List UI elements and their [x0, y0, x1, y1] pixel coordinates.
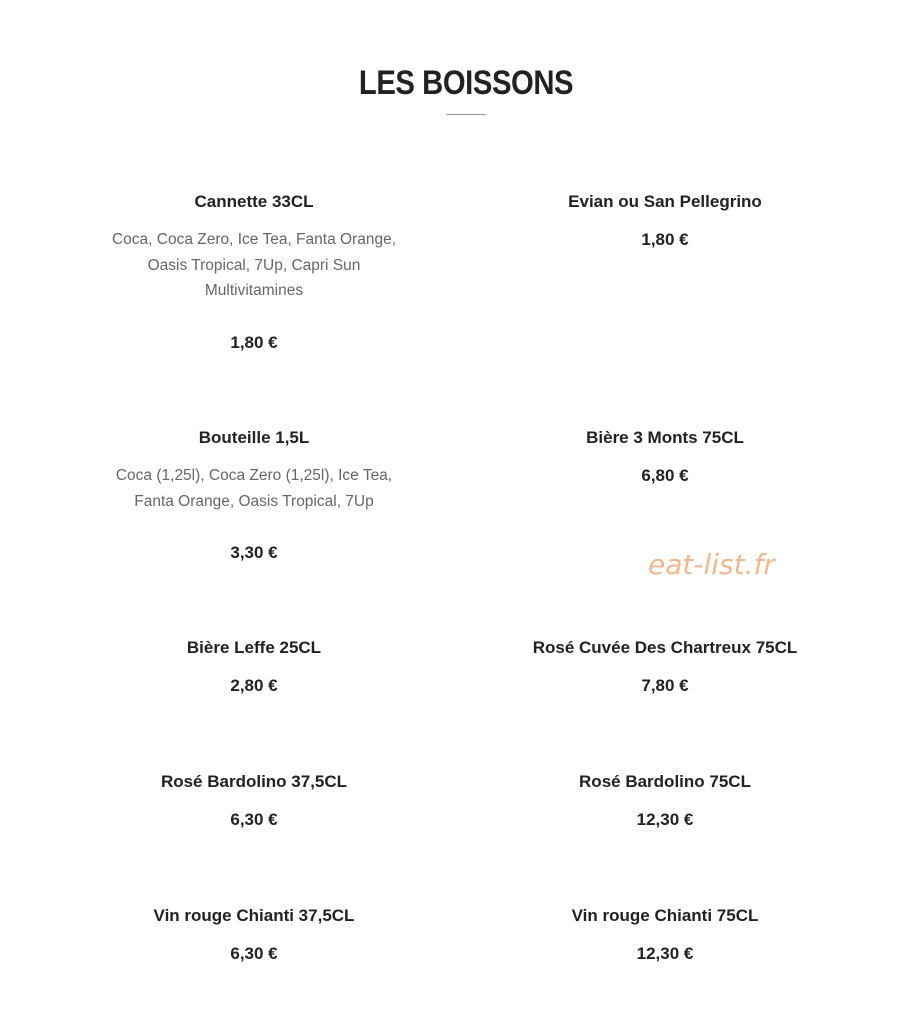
menu-item-bouteille-1-5l	[64, 426, 444, 565]
item-name: Bière 3 Monts 75CL	[586, 428, 744, 447]
menu-item-evian-san-pellegrino	[475, 190, 855, 252]
item-name: Cannette 33CL	[194, 192, 314, 211]
item-price: 1,80 €	[641, 230, 689, 249]
menu-item-vin-rouge-chianti-75cl	[475, 904, 855, 966]
item-name: Bouteille 1,5L	[198, 428, 310, 447]
menu-item-vin-rouge-chianti-37-5cl	[64, 904, 444, 966]
item-name: Vin rouge Chianti 75CL	[571, 906, 759, 925]
page-title: LES BOISSONS	[358, 63, 574, 102]
item-price: 2,80 €	[230, 676, 278, 695]
item-name: Rosé Bardolino 37,5CL	[160, 772, 348, 791]
watermark-text: eat-list.fr	[648, 548, 775, 581]
item-price: 6,80 €	[641, 466, 689, 485]
item-price: 1,80 €	[230, 332, 278, 352]
item-name: Rosé Bardolino 75CL	[579, 772, 751, 791]
menu-item-rose-cuvee-des-chartreux-75cl	[475, 636, 855, 698]
item-description: Coca (1,25l), Coca Zero (1,25l), Ice Tea, Fanta Orange, Oasis Tropical, 7Up	[115, 467, 393, 510]
menu-item-cannette-33cl	[64, 190, 444, 355]
item-name: Rosé Cuvée Des Chartreux 75CL	[532, 638, 798, 657]
menu-item-biere-leffe-25cl	[64, 636, 444, 698]
title-divider	[446, 114, 486, 115]
item-price: 6,30 €	[230, 810, 278, 829]
item-description: Coca, Coca Zero, Ice Tea, Fanta Orange, Oasis Tropical, 7Up, Capri Sun Multivitamines	[111, 231, 397, 299]
menu-item-biere-3-monts-75cl	[475, 426, 855, 488]
item-price: 7,80 €	[641, 676, 689, 695]
item-price: 12,30 €	[636, 810, 694, 829]
menu-item-rose-bardolino-37-5cl	[64, 770, 444, 832]
item-name: Bière Leffe 25CL	[186, 638, 322, 657]
item-name: Evian ou San Pellegrino	[568, 192, 762, 211]
menu-item-rose-bardolino-75cl	[475, 770, 855, 832]
item-price: 12,30 €	[636, 944, 694, 963]
item-price: 6,30 €	[230, 944, 278, 963]
item-name: Vin rouge Chianti 37,5CL	[153, 906, 355, 925]
item-price: 3,30 €	[230, 543, 278, 562]
